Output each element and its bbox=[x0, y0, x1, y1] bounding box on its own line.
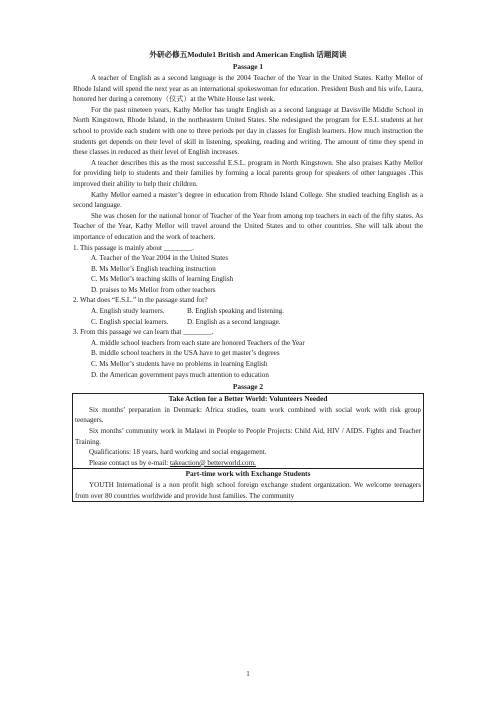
ad-line: Six months’ community work in Malawi in People to People Projects: Child Aid, HIV / AIDS. Fights and Teacher Training. bbox=[75, 427, 421, 446]
answer-option-row bbox=[91, 306, 423, 317]
document-title: 外研必修五Module1 British and American English 话题阅读 bbox=[149, 50, 347, 59]
ad-line: Six months’ preparation in Denmark: Africa studies, team work combined with social work with risk group teenagers. bbox=[75, 405, 421, 425]
answer-option: A. Teacher of the Year 2004 in the United States bbox=[91, 254, 229, 263]
answer-option: C. English special learners. bbox=[91, 317, 169, 326]
answer-option: D. English as a second language. bbox=[187, 317, 281, 326]
document-content bbox=[73, 50, 423, 502]
passage-1-paragraph: A teacher describes this as the most successful E.S.L. program in North Kingstown. She also praises Kathy Mellor for providing help to students and their families by forming a local parents group for speakers of other languages .This improved their ability to help their children. bbox=[73, 158, 423, 188]
ad-title: Take Action for a Better World: Volunteers Needed bbox=[168, 394, 328, 404]
ad-title: Part-time work with Exchange Students bbox=[185, 469, 311, 479]
answer-option: B. Ms Mellor’s English teaching instruction bbox=[91, 264, 216, 273]
ad-line: Qualifications: 18 years, hard working and social engagement. bbox=[89, 448, 267, 457]
passage-1-paragraph: Kathy Mellor earned a master’s degree in education from Rhode Island College. She studied teaching English as a second language. bbox=[73, 190, 423, 210]
ad-volunteers bbox=[73, 394, 424, 469]
answer-option: B. middle school teachers in the USA have to get master’s degrees bbox=[91, 349, 280, 358]
advertisements-table bbox=[72, 393, 424, 502]
ad-contact bbox=[75, 458, 421, 469]
answer-option: D. the American government pays much attention to education bbox=[91, 370, 269, 379]
ad-text: YOUTH International is a non profit high school foreign exchange student organization. We welcome teenagers from over 80 countries worldwide and provide host families. The community bbox=[75, 480, 421, 500]
page-number: 1 bbox=[246, 670, 250, 678]
answer-option: D. praises to Ms Mellor from other teachers bbox=[91, 285, 216, 294]
answer-option: A. English study learners. bbox=[91, 307, 165, 316]
question-2 bbox=[73, 295, 423, 327]
answer-option: B. English speaking and listening. bbox=[187, 307, 284, 316]
question-stem: 2. What does “E.S.L.” in the passage stand for? bbox=[73, 296, 208, 305]
passage-1-paragraph: A teacher of English as a second language is the 2004 Teacher of the Year in the United States. Kathy Mellor of Rhode Island will spend the next year as an international spokeswoman for education. President Bush and his wife, Laura, honored her during a ceremony（仪式）at the White House last week. bbox=[73, 74, 423, 104]
question-stem: 1. This passage is mainly about ________. bbox=[73, 243, 194, 252]
question-stem: 3. From this passage we can learn that ________. bbox=[73, 328, 214, 337]
passage-2-label: Passage 2 bbox=[232, 382, 264, 392]
question-1 bbox=[73, 243, 423, 296]
answer-option: C. Ms Mellor’s students have no problems in learning English bbox=[91, 360, 268, 369]
answer-option: C. Ms Mellor’s teaching skills of learning English bbox=[91, 275, 234, 284]
ad-exchange-students bbox=[73, 469, 424, 502]
passage-1-label: Passage 1 bbox=[232, 62, 264, 71]
answer-option-row bbox=[91, 317, 423, 328]
passage-1-paragraph: She was chosen for the national honor of Teacher of the Year from among top teachers in each of the fifty states. As Teacher of the Year, Kathy Mellor will travel around the United States and to other countries. She will talk about the importance of education and the work of teachers. bbox=[73, 211, 423, 241]
answer-option: A. middle school teachers from each state are honored Teachers of the Year bbox=[91, 338, 305, 347]
passage-1-paragraph: For the past nineteen years, Kathy Mellor has taught English as a second language at Davisville Middle School in North Kingstown, Rhode Island, in the northeastern United States. She redesigned the program for E.S.L students at her school to provide each student with one to three periods per day in classes for English learners. How much instruction the students get depends on their level of skill in listening, speaking, reading and writing. The amount of time they spend in these classes in reduced as their level of English increases. bbox=[73, 105, 423, 157]
question-3 bbox=[73, 327, 423, 380]
contact-prefix: Please contact us by e-mail: bbox=[89, 458, 170, 467]
email-link[interactable]: takeaction@ betterworld.com. bbox=[169, 458, 256, 467]
